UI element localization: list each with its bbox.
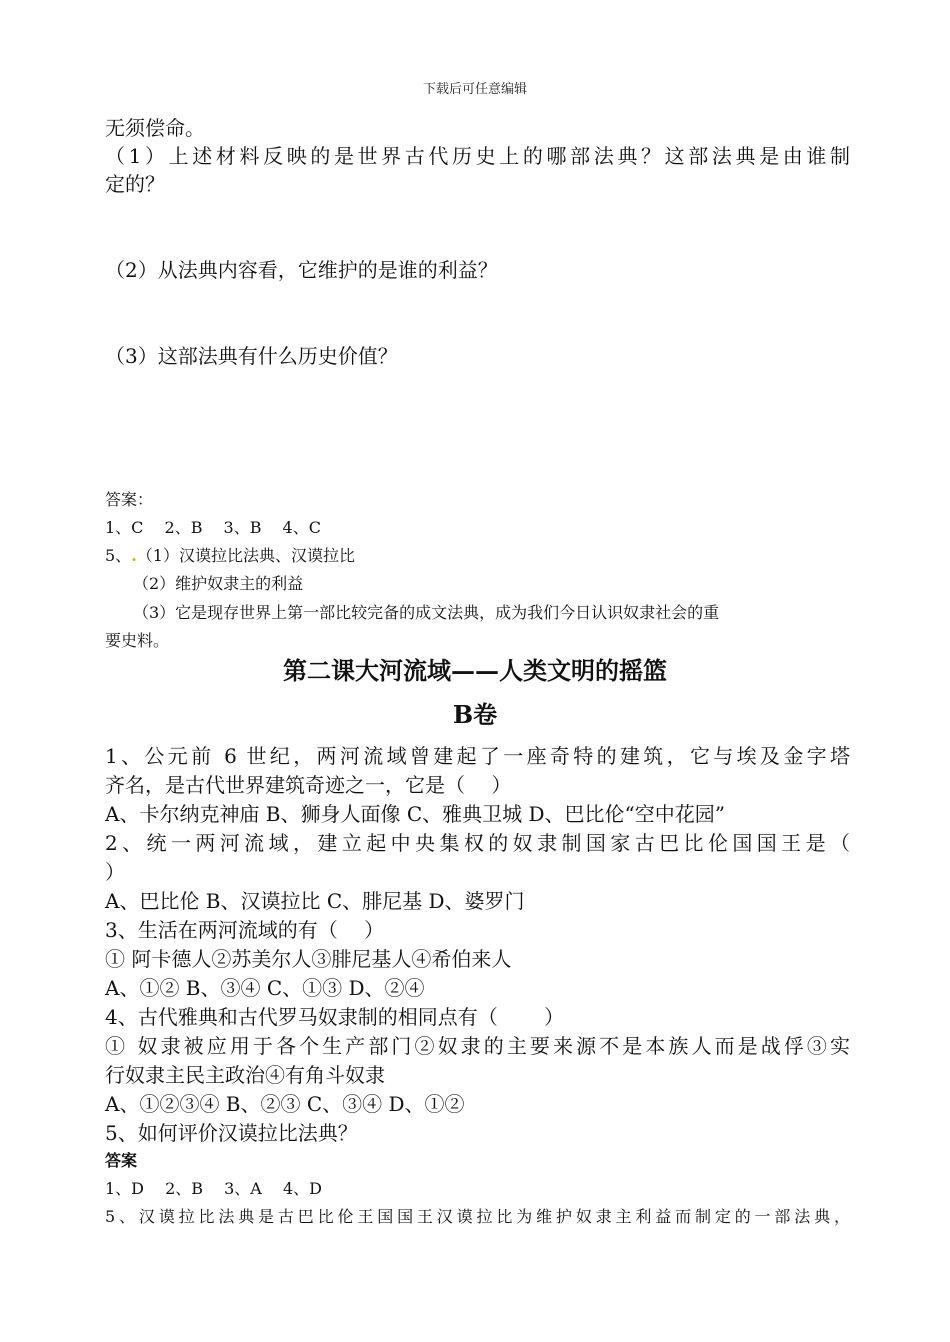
b-question-4-items-line-1: ① 奴隶被应用于各个生产部门②奴隶的主要来源不是本族人而是战俘③实 <box>105 1034 850 1058</box>
question-3: （3）这部法典有什么历史价值？ <box>105 344 398 368</box>
b-question-5: 5、如何评价汉谟拉比法典？ <box>105 1121 358 1145</box>
b-question-3-items: ① 阿卡德人②苏美尔人③腓尼基人④希伯来人 <box>105 947 512 971</box>
b-question-1-line-2: 齐名，是古代世界建筑奇迹之一，它是（ ） <box>105 773 512 797</box>
b-question-1-line-1: 1、公元前 6 世纪，两河流域曾建起了一座奇特的建筑，它与埃及金字塔 <box>105 744 850 768</box>
answer-choices: 1、C 2、B 3、B 4、C <box>105 518 321 537</box>
b-answer-heading: 答案 <box>105 1151 138 1170</box>
b-question-4-items-line-2: 行奴隶主民主政治④有角斗奴隶 <box>105 1063 385 1087</box>
question-continuation: 无须偿命。 <box>105 116 205 140</box>
b-question-2-line-1: 2、统一两河流域，建立起中央集权的奴隶制国家古巴比伦国国王是（ <box>105 831 850 855</box>
lesson-title: 第二课大河流域——人类文明的摇篮 <box>283 656 667 685</box>
answer-heading: 答案： <box>105 490 154 509</box>
question-1-line-1: （1）上述材料反映的是世界古代历史上的哪部法典？这部法典是由谁制 <box>105 144 850 168</box>
b-answer-5: 5、汉谟拉比法典是古巴比伦王国国王汉谟拉比为维护奴隶主利益而制定的一部法典， <box>105 1207 850 1226</box>
b-question-4: 4、古代雅典和古代罗马奴隶制的相同点有（ ） <box>105 1005 565 1029</box>
b-question-3: 3、生活在两河流域的有（ ） <box>105 918 385 942</box>
b-answer-choices: 1、D 2、B 3、A 4、D <box>105 1179 322 1198</box>
b-question-4-options: A、①②③④ B、②③ C、③④ D、①② <box>105 1092 465 1116</box>
b-question-1-options: A、卡尔纳克神庙 B、狮身人面像 C、雅典卫城 D、巴比伦“空中花园” <box>105 802 725 826</box>
answer-5-part-2: （2）维护奴隶主的利益 <box>133 574 304 593</box>
answer-5-part-3-line-1: （3）它是现存世界上第一部比较完备的成文法典，成为我们今日认识奴隶社会的重 <box>133 603 720 622</box>
b-question-3-options: A、①② B、③④ C、①③ D、②④ <box>105 976 425 1000</box>
question-1-line-2: 定的？ <box>105 172 165 196</box>
page-header: 下载后可任意编辑 <box>422 82 527 97</box>
answer-5-part-3-line-2: 要史料。 <box>105 631 170 650</box>
answer-5 <box>105 544 850 568</box>
answer-5-prefix: 5、 <box>105 546 132 565</box>
b-question-2-line-2: ） <box>105 860 125 884</box>
b-question-2-options: A、巴比伦 B、汉谟拉比 C、腓尼基 D、婆罗门 <box>105 889 525 913</box>
volume-title: B卷 <box>452 700 498 729</box>
answer-5-mark: . <box>131 546 137 565</box>
question-2: （2）从法典内容看，它维护的是谁的利益？ <box>105 258 498 282</box>
answer-5-text: （1）汉谟拉比法典、汉谟拉比 <box>136 546 355 565</box>
